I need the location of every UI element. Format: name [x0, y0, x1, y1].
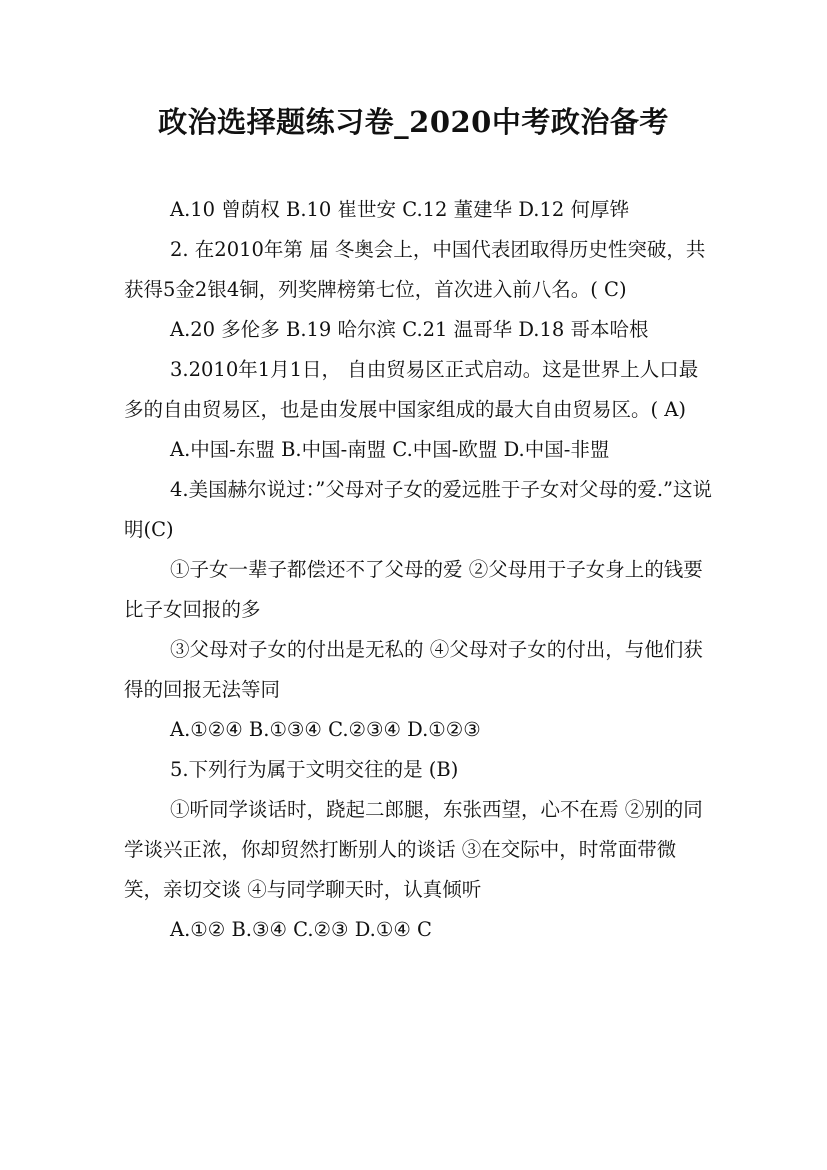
answer-options-q4: A.①②④ B.①③④ C.②③④ D.①②③: [170, 718, 481, 741]
answer-options-q2: A.20 多伦多 B.19 哈尔滨 C.21 温哥华 D.18 哥本哈根: [170, 318, 649, 341]
statements-q4-b: ③父母对子女的付出是无私的 ④父母对子女的付出，与他们获得的回报无法等同: [124, 638, 703, 701]
document-title: 政治选择题练习卷_2020中考政治备考: [158, 105, 669, 139]
question-2: 2. 在2010年第 届 冬奥会上，中国代表团取得历史性突破，共获得5金2银4铜，列奖牌榜第七位，首次进入前八名。( C): [124, 238, 706, 301]
question-5: 5.下列行为属于文明交往的是 (B): [170, 758, 459, 781]
answer-options-q5: A.①② B.③④ C.②③ D.①④ C: [170, 918, 432, 941]
answer-options-q1: A.10 曾荫权 B.10 崔世安 C.12 董建华 D.12 何厚铧: [170, 198, 630, 221]
statements-q4-a: ①子女一辈子都偿还不了父母的爱 ②父母用于子女身上的钱要比子女回报的多: [124, 558, 703, 621]
question-3: 3.2010年1月1日， 自由贸易区正式启动。这是世界上人口最多的自由贸易区，也是由发展中国家组成的最大自由贸易区。( A): [124, 358, 699, 421]
question-4: 4.美国赫尔说过：”父母对子女的爱远胜于子女对父母的爱.”这说明(C): [124, 478, 712, 541]
document-body: [124, 190, 714, 950]
answer-options-q3: A.中国-东盟 B.中国-南盟 C.中国-欧盟 D.中国-非盟: [170, 438, 610, 461]
statements-q5: ①听同学谈话时，跷起二郎腿，东张西望，心不在焉 ②别的同学谈兴正浓，你却贸然打断别人的谈话 ③在交际中，时常面带微笑，亲切交谈 ④与同学聊天时，认真倾听: [124, 798, 703, 901]
